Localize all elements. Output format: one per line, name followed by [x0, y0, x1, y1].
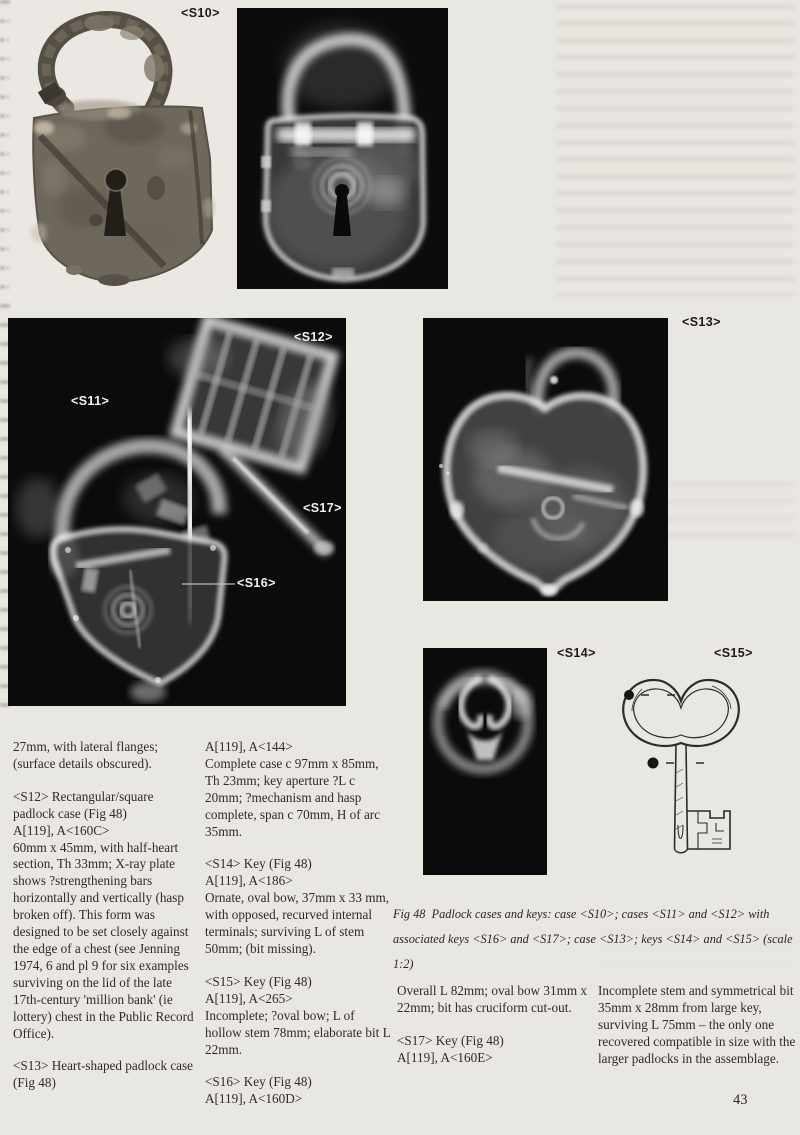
- text-column-2: [205, 739, 393, 1108]
- photo-padlock-s10-image: [4, 8, 234, 293]
- figure-label-s12: <S12>: [294, 330, 333, 344]
- xray-key-image: [423, 648, 547, 875]
- paragraph: <S14> Key (Fig 48): [205, 856, 312, 872]
- xray-padlock-top-image: [237, 8, 448, 289]
- section-marker-dot: [624, 690, 634, 700]
- xray-heart-s13: [423, 318, 668, 601]
- catalogue-entry: [205, 856, 393, 957]
- text-column-1: [13, 739, 196, 1092]
- catalogue-entry: [598, 983, 796, 1068]
- text-column-4: [598, 983, 796, 1068]
- catalogue-entry: [397, 1033, 595, 1067]
- figure-label-s10: <S10>: [181, 6, 220, 20]
- paragraph: <S16> Key (Fig 48): [205, 1074, 312, 1090]
- bleed-through-top-right: [556, 4, 794, 296]
- figure-label-s15: <S15>: [714, 646, 753, 660]
- paragraph: A[119], A<265>: [205, 990, 293, 1006]
- paragraph: Overall L 82mm; oval bow 31mm x 22mm; bit has cruciform cut-out.: [397, 983, 587, 1015]
- paragraph: 27mm, with lateral flanges; (surface details obscured).: [13, 739, 159, 771]
- paragraph: <S17> Key (Fig 48): [397, 1032, 504, 1048]
- page-number: 43: [733, 1092, 748, 1108]
- bleed-through-mid-right: [664, 482, 794, 540]
- paragraph: 60mm x 45mm, with half-heart section, Th 33mm; X-ray plate shows ?strengthening bars horizontally and vertically (hasp broken off). This form was designed to be set closely against the edge of a chest (see Jenning 1974, 6 and pl 9 for six examples surviving on the lid of the late 17th-century 'million bank' (ie lottery) chest in the Public Record Office).: [13, 839, 194, 1041]
- figure-caption: Fig 48 Padlock cases and keys: case <S10>; cases <S11> and <S12> with associated keys <S16> and <S17>; case <S13>; keys <S14> and <S15> (scale 1:2): [393, 907, 796, 971]
- xray-heart-image: [423, 318, 668, 601]
- paragraph: A[119], A<186>: [205, 873, 293, 889]
- xray-padlock-top: [237, 8, 448, 289]
- drawing-key-s15: [612, 653, 752, 865]
- drawing-key-image: [612, 653, 752, 865]
- catalogue-entry: [13, 789, 196, 1043]
- paragraph: Incomplete; ?oval bow; L of hollow stem 78mm; elaborate bit L 22mm.: [205, 1007, 391, 1057]
- paragraph: Complete case c 97mm x 85mm, Th 23mm; key aperture ?L c 20mm; ?mechanism and hasp complete, span c 70mm, H of arc 35mm.: [205, 755, 381, 839]
- catalogue-entry: [397, 983, 595, 1017]
- text-column-3: [397, 983, 595, 1067]
- catalogue-entry: [205, 739, 393, 840]
- xray-group-s11-s12: [8, 318, 346, 706]
- paragraph: A[119], A<160E>: [397, 1049, 493, 1065]
- catalogue-entry: [205, 974, 393, 1059]
- paragraph: <S15> Key (Fig 48): [205, 973, 312, 989]
- section-marker-dot: [648, 758, 659, 769]
- figure-label-s13: <S13>: [682, 315, 721, 329]
- paragraph: A[119], A<160D>: [205, 1091, 303, 1107]
- catalogue-entry: [13, 1058, 196, 1092]
- catalogue-entry: [13, 739, 196, 773]
- photo-padlock-s10: [4, 8, 234, 293]
- catalogue-entry: [205, 1074, 393, 1108]
- paragraph: Incomplete stem and symmetrical bit 35mm x 28mm from large key, surviving L 75mm – the only one recovered compatible in size with the larger padlocks in the assemblage.: [598, 983, 796, 1066]
- paragraph: Ornate, oval bow, 37mm x 33 mm, with opposed, recurved internal terminals; surviving L of stem 50mm; (bit missing).: [205, 890, 390, 956]
- xray-key-s14: [423, 648, 547, 875]
- xray-group-image: [8, 318, 346, 706]
- figure-label-s11: <S11>: [71, 394, 110, 408]
- figure-label-s14: <S14>: [557, 646, 596, 660]
- figure-label-s16: <S16>: [237, 576, 276, 590]
- figure-label-s17: <S17>: [303, 501, 342, 515]
- paragraph: <S12> Rectangular/square padlock case (Fig 48): [13, 788, 154, 821]
- paragraph: <S13> Heart-shaped padlock case (Fig 48): [13, 1058, 194, 1091]
- paragraph: A[119], A<160C>: [13, 822, 110, 838]
- paragraph: A[119], A<144>: [205, 739, 293, 754]
